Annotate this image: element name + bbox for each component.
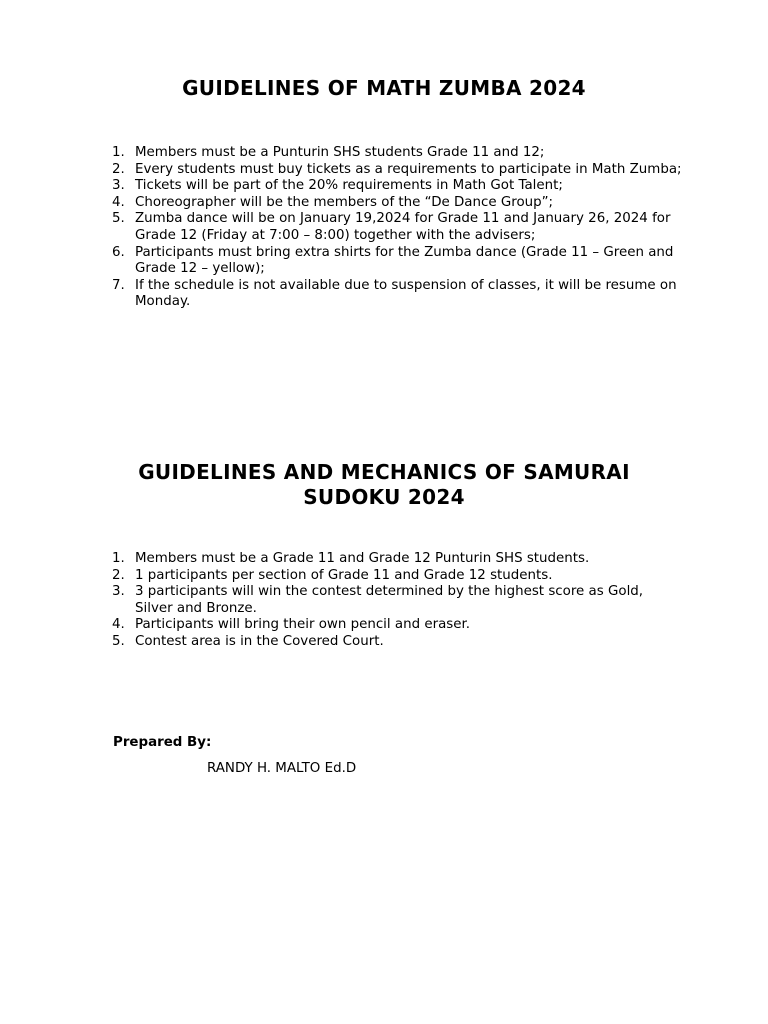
list-item-text: Choreographer will be the members of the “De Dance Group”; — [135, 194, 554, 210]
list-item-text: Participants will bring their own pencil and eraser. — [135, 617, 471, 633]
list-item-number: 6. — [112, 244, 125, 260]
list-item-number: 3. — [112, 178, 125, 194]
list-item — [112, 245, 682, 278]
list-item — [112, 568, 682, 585]
list-item-number: 3. — [112, 584, 125, 600]
list-item-number: 1. — [112, 145, 125, 160]
samurai-sudoku-title: GUIDELINES AND MECHANICS OF SAMURAI SUDOKU 2024 — [138, 460, 630, 509]
list-item — [112, 584, 682, 617]
list-item-number: 7. — [112, 277, 125, 293]
list-item-number: 5. — [112, 211, 125, 227]
list-item-number: 1. — [112, 551, 125, 566]
list-item-text: 3 participants will win the contest determined by the highest score as Gold, Silver and Bronze. — [135, 584, 644, 616]
list-item — [112, 195, 682, 212]
list-item — [112, 162, 682, 179]
list-item-number: 4. — [112, 617, 125, 633]
list-item — [112, 551, 682, 568]
list-item — [112, 617, 682, 634]
list-item — [112, 634, 682, 651]
list-item-text: Contest area is in the Covered Court. — [135, 633, 384, 649]
samurai-sudoku-guidelines-list — [112, 551, 682, 651]
list-item-number: 4. — [112, 194, 125, 210]
list-item-text: Members must be a Punturin SHS students Grade 11 and 12; — [135, 145, 545, 160]
list-item-text: Members must be a Grade 11 and Grade 12 Punturin SHS students. — [135, 551, 590, 566]
math-zumba-title: GUIDELINES OF MATH ZUMBA 2024 — [182, 76, 586, 100]
list-item-number: 2. — [112, 567, 125, 583]
list-item — [112, 178, 682, 195]
list-item — [112, 278, 682, 311]
list-item-number: 5. — [112, 633, 125, 649]
list-item-text: Every students must buy tickets as a requirements to participate in Math Zumba; — [135, 161, 682, 177]
list-item-text: 1 participants per section of Grade 11 and Grade 12 students. — [135, 567, 553, 583]
list-item-text: Participants must bring extra shirts for the Zumba dance (Grade 11 – Green and Grade 12 – yellow); — [135, 244, 674, 277]
list-item-text: Zumba dance will be on January 19,2024 for Grade 11 and January 26, 2024 for Grade 12 (Friday at 7:00 – 8:00) together with the advisers; — [135, 211, 671, 243]
prepared-by-label: Prepared By: — [113, 735, 212, 750]
list-item-text: If the schedule is not available due to suspension of classes, it will be resume on Monday. — [135, 277, 677, 310]
preparer-name: RANDY H. MALTO Ed.D — [207, 761, 357, 776]
list-item-text: Tickets will be part of the 20% requirements in Math Got Talent; — [135, 178, 563, 194]
list-item — [112, 145, 682, 162]
math-zumba-guidelines-list — [112, 145, 682, 311]
list-item-number: 2. — [112, 161, 125, 177]
list-item — [112, 211, 682, 244]
